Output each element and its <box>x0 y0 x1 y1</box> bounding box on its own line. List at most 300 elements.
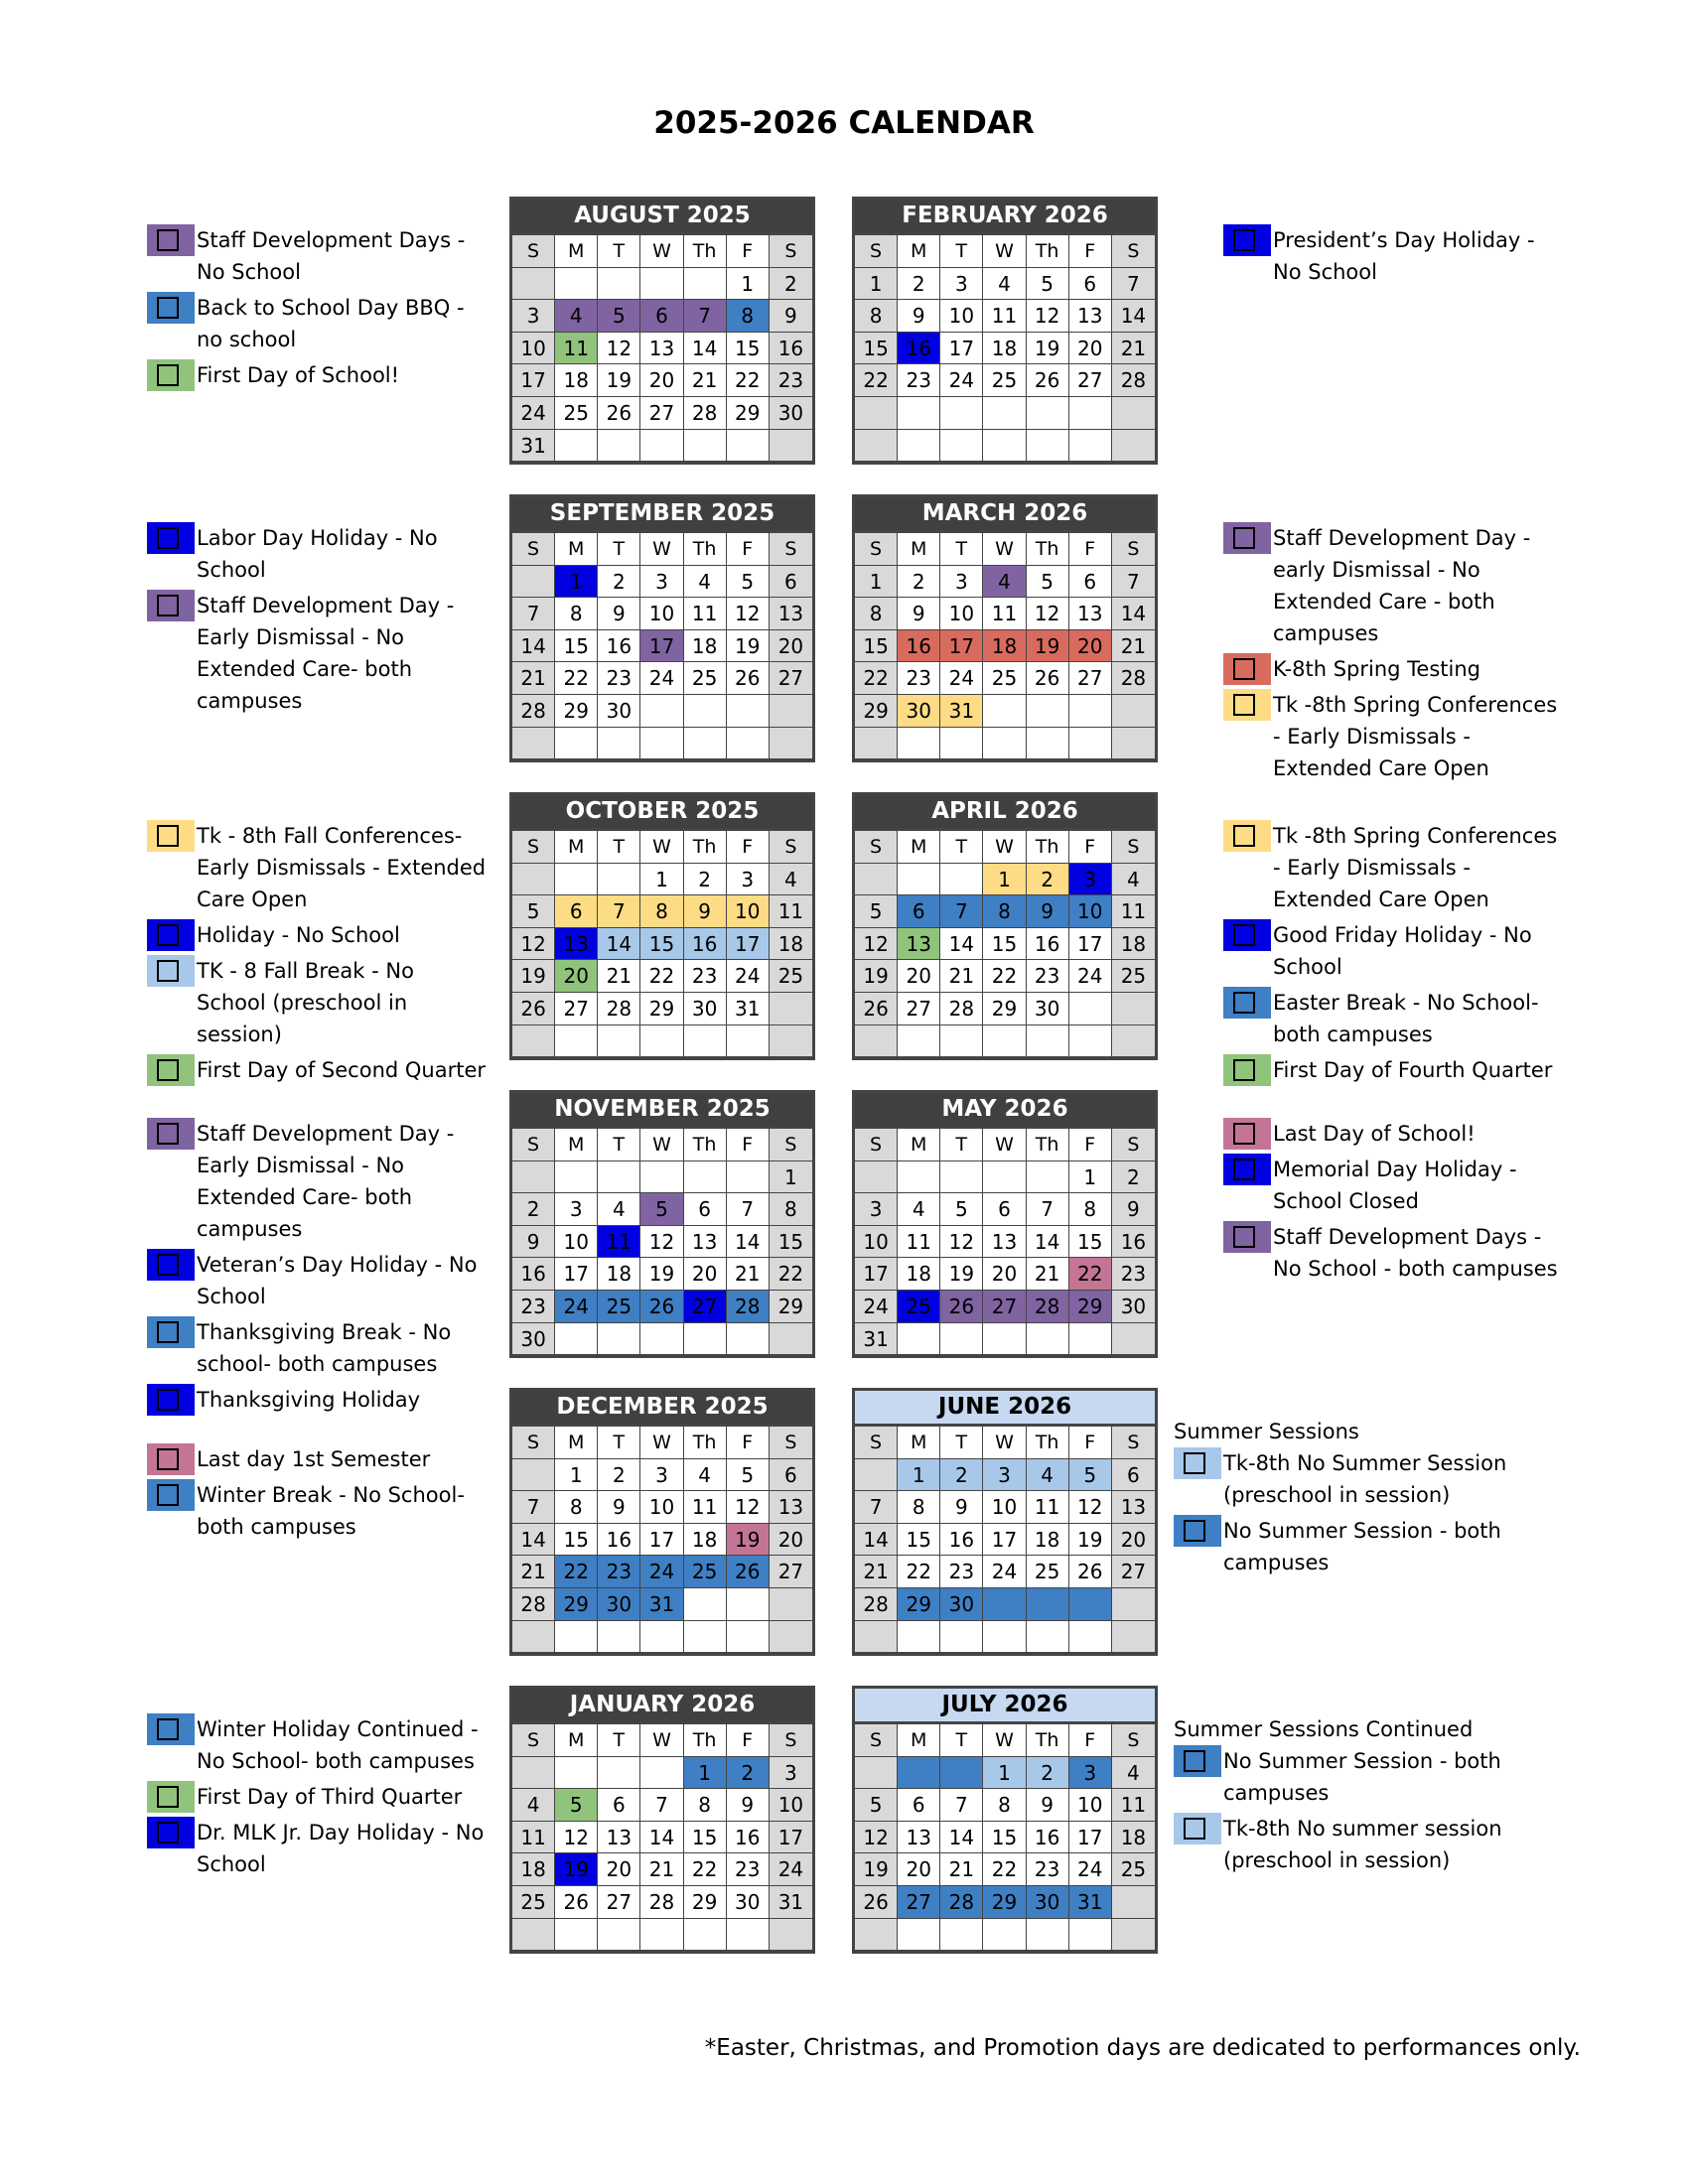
day-cell <box>898 1025 940 1058</box>
weekday-header: M <box>555 533 598 566</box>
day-cell <box>1112 430 1155 463</box>
day-cell: 6 <box>1069 566 1112 599</box>
day-cell: 1 <box>727 268 770 301</box>
day-cell <box>898 397 940 430</box>
legend-item <box>147 1054 490 1086</box>
day-cell: 14 <box>1112 598 1155 630</box>
legend-item <box>147 1781 490 1813</box>
legend-item <box>1223 653 1566 685</box>
day-cell: 20 <box>555 960 598 993</box>
day-cell: 13 <box>898 1822 940 1854</box>
day-cell: 28 <box>1112 364 1155 397</box>
legend-april <box>1223 820 1566 1090</box>
day-cell <box>598 864 640 896</box>
day-cell: 12 <box>1027 300 1069 333</box>
day-cell: 13 <box>983 1226 1026 1259</box>
day-cell: 5 <box>640 1193 683 1226</box>
day-cell: 22 <box>555 1556 598 1588</box>
day-cell <box>512 1025 555 1058</box>
day-cell <box>770 993 812 1025</box>
day-cell: 4 <box>1112 864 1155 896</box>
day-cell: 7 <box>1112 566 1155 599</box>
day-cell: 11 <box>1027 1491 1069 1524</box>
legend-label: Tk -8th Spring Conferences - Early Dismissals - Extended Care Open <box>1273 824 1558 911</box>
day-cell: 1 <box>898 1459 940 1492</box>
day-cell: 31 <box>855 1323 898 1356</box>
day-cell: 25 <box>1027 1556 1069 1588</box>
day-cell: 14 <box>640 1822 683 1854</box>
day-cell <box>598 1621 640 1654</box>
day-cell: 26 <box>855 1886 898 1919</box>
day-cell: 4 <box>555 300 598 333</box>
day-cell: 24 <box>555 1291 598 1323</box>
day-cell: 5 <box>1027 566 1069 599</box>
day-cell: 15 <box>684 1822 727 1854</box>
day-cell: 16 <box>727 1822 770 1854</box>
day-cell <box>598 728 640 760</box>
legend-item <box>147 1479 490 1543</box>
day-cell: 29 <box>770 1291 812 1323</box>
day-cell <box>898 1757 940 1790</box>
day-cell: 25 <box>1112 960 1155 993</box>
day-cell: 24 <box>770 1853 812 1886</box>
day-cell: 2 <box>1112 1161 1155 1194</box>
legend-label: Tk-8th No summer session (preschool in session) <box>1223 1817 1502 1872</box>
day-cell: 21 <box>512 1556 555 1588</box>
day-cell <box>512 864 555 896</box>
day-cell: 23 <box>598 662 640 695</box>
day-cell <box>640 268 683 301</box>
day-cell: 7 <box>640 1789 683 1822</box>
day-cell <box>640 695 683 728</box>
day-cell: 6 <box>770 1459 812 1492</box>
day-cell: 19 <box>1027 630 1069 663</box>
day-cell: 1 <box>983 1757 1026 1790</box>
day-cell: 14 <box>1027 1226 1069 1259</box>
day-cell: 3 <box>983 1459 1026 1492</box>
weekday-header: S <box>512 1724 555 1757</box>
legend-item <box>1223 987 1566 1050</box>
weekday-header: Th <box>1027 1427 1069 1459</box>
day-cell: 19 <box>1069 1524 1112 1557</box>
weekday-header: S <box>855 1129 898 1161</box>
day-cell: 20 <box>640 364 683 397</box>
day-cell <box>684 1161 727 1194</box>
day-cell: 12 <box>555 1822 598 1854</box>
calendar-april-2026 <box>852 792 1158 1060</box>
color-swatch-icon <box>1223 1154 1271 1185</box>
day-cell: 21 <box>855 1556 898 1588</box>
day-cell <box>1112 397 1155 430</box>
day-cell: 14 <box>512 1524 555 1557</box>
day-cell: 10 <box>512 333 555 365</box>
day-cell: 25 <box>555 397 598 430</box>
day-cell <box>983 695 1026 728</box>
day-cell: 30 <box>1027 1886 1069 1919</box>
day-cell: 9 <box>1027 895 1069 928</box>
day-cell <box>1069 1588 1112 1621</box>
day-cell: 1 <box>684 1757 727 1790</box>
weekday-header: S <box>770 1724 812 1757</box>
legend-label: Tk - 8th Fall Conferences- Early Dismissals - Extended Care Open <box>197 824 487 911</box>
day-cell: 29 <box>555 695 598 728</box>
color-swatch-icon <box>1223 522 1271 554</box>
color-swatch-icon <box>1223 224 1271 256</box>
legend-item <box>1223 1118 1566 1150</box>
day-cell <box>512 728 555 760</box>
day-cell: 23 <box>1027 960 1069 993</box>
day-cell: 27 <box>1069 662 1112 695</box>
day-cell: 30 <box>727 1886 770 1919</box>
weekday-header: T <box>598 533 640 566</box>
day-cell: 18 <box>1112 1822 1155 1854</box>
day-cell: 30 <box>598 1588 640 1621</box>
color-swatch-icon <box>1174 1515 1221 1547</box>
color-swatch-icon <box>147 1781 195 1813</box>
day-cell: 1 <box>555 566 598 599</box>
weekday-header: Th <box>684 1427 727 1459</box>
day-cell: 27 <box>898 993 940 1025</box>
day-cell: 3 <box>555 1193 598 1226</box>
day-cell: 20 <box>898 1853 940 1886</box>
day-cell: 3 <box>727 864 770 896</box>
day-cell: 13 <box>770 598 812 630</box>
color-swatch-icon <box>1223 1221 1271 1253</box>
legend-january <box>147 1713 490 1884</box>
day-cell: 16 <box>684 928 727 961</box>
day-cell <box>855 430 898 463</box>
weekday-header: W <box>983 831 1026 864</box>
day-cell: 21 <box>1027 1258 1069 1291</box>
weekday-header: F <box>727 235 770 268</box>
day-cell: 1 <box>640 864 683 896</box>
day-cell: 12 <box>512 928 555 961</box>
day-cell <box>983 1025 1026 1058</box>
day-cell: 2 <box>1027 1757 1069 1790</box>
legend-label: First Day of Second Quarter <box>197 1058 487 1082</box>
day-cell: 4 <box>1112 1757 1155 1790</box>
day-cell: 16 <box>512 1258 555 1291</box>
legend-july <box>1174 1713 1516 1880</box>
weekday-header: T <box>940 1129 983 1161</box>
day-cell <box>727 1588 770 1621</box>
day-cell: 15 <box>770 1226 812 1259</box>
day-cell <box>684 268 727 301</box>
day-cell: 26 <box>727 1556 770 1588</box>
day-cell: 4 <box>598 1193 640 1226</box>
day-cell <box>555 430 598 463</box>
day-cell: 6 <box>898 1789 940 1822</box>
day-cell: 30 <box>684 993 727 1025</box>
day-cell: 2 <box>598 566 640 599</box>
day-cell: 19 <box>1027 333 1069 365</box>
day-cell: 1 <box>1069 1161 1112 1194</box>
day-cell: 18 <box>1112 928 1155 961</box>
day-cell: 17 <box>640 630 683 663</box>
day-cell <box>1112 993 1155 1025</box>
day-cell: 8 <box>727 300 770 333</box>
day-cell: 27 <box>1112 1556 1155 1588</box>
weekday-header: F <box>727 533 770 566</box>
weekday-header: S <box>855 1724 898 1757</box>
day-cell: 27 <box>770 1556 812 1588</box>
day-cell: 18 <box>684 1524 727 1557</box>
day-cell <box>898 728 940 760</box>
day-cell <box>855 1919 898 1952</box>
day-cell: 25 <box>684 662 727 695</box>
day-cell: 6 <box>684 1193 727 1226</box>
day-cell: 23 <box>684 960 727 993</box>
day-cell: 28 <box>855 1588 898 1621</box>
legend-label: No Summer Session - both campuses <box>1223 1749 1501 1805</box>
day-cell <box>898 864 940 896</box>
weekday-header: W <box>983 533 1026 566</box>
legend-item <box>1174 1447 1516 1511</box>
day-cell: 26 <box>727 662 770 695</box>
day-cell: 27 <box>770 662 812 695</box>
legend-december <box>147 1443 490 1547</box>
day-cell: 19 <box>727 630 770 663</box>
day-cell: 15 <box>855 333 898 365</box>
day-cell: 6 <box>898 895 940 928</box>
day-cell: 7 <box>512 1491 555 1524</box>
day-cell: 24 <box>640 662 683 695</box>
day-cell: 20 <box>598 1853 640 1886</box>
weekday-header: F <box>1069 533 1112 566</box>
legend-item <box>147 1817 490 1880</box>
weekday-header: T <box>940 533 983 566</box>
day-cell: 11 <box>684 598 727 630</box>
day-cell: 2 <box>684 864 727 896</box>
day-cell: 8 <box>1069 1193 1112 1226</box>
color-swatch-icon <box>147 1249 195 1281</box>
day-cell: 18 <box>898 1258 940 1291</box>
day-cell <box>640 1161 683 1194</box>
day-cell: 29 <box>1069 1291 1112 1323</box>
day-cell: 22 <box>684 1853 727 1886</box>
color-swatch-icon <box>1223 987 1271 1019</box>
legend-label: Tk -8th Spring Conferences - Early Dismissals - Extended Care Open <box>1273 693 1558 780</box>
legend-item <box>147 820 490 915</box>
day-cell <box>555 268 598 301</box>
day-cell: 11 <box>983 598 1026 630</box>
legend-heading: Summer Sessions Continued <box>1174 1717 1474 1741</box>
day-cell <box>598 1757 640 1790</box>
month-header: DECEMBER 2025 <box>512 1391 812 1427</box>
day-cell: 18 <box>684 630 727 663</box>
day-cell <box>727 1621 770 1654</box>
weekday-header: S <box>1112 235 1155 268</box>
day-cell: 4 <box>983 566 1026 599</box>
day-cell <box>983 1919 1026 1952</box>
legend-label: Staff Development Day - Early Dismissal - No Extended Care- both campuses <box>197 594 455 713</box>
day-cell <box>512 1757 555 1790</box>
calendar-june-2026 <box>852 1388 1158 1656</box>
day-cell: 26 <box>640 1291 683 1323</box>
day-cell: 13 <box>684 1226 727 1259</box>
legend-item <box>147 1443 490 1475</box>
weekday-header: W <box>640 1129 683 1161</box>
day-cell: 27 <box>684 1291 727 1323</box>
day-cell <box>1069 397 1112 430</box>
day-cell: 22 <box>855 364 898 397</box>
day-cell: 11 <box>555 333 598 365</box>
day-cell: 4 <box>512 1789 555 1822</box>
legend-item <box>147 359 490 391</box>
day-cell <box>855 1459 898 1492</box>
day-cell: 15 <box>640 928 683 961</box>
day-cell: 4 <box>684 1459 727 1492</box>
month-header: SEPTEMBER 2025 <box>512 497 812 533</box>
day-cell: 1 <box>770 1161 812 1194</box>
legend-label: Winter Break - No School- both campuses <box>197 1483 465 1539</box>
day-cell: 11 <box>1112 1789 1155 1822</box>
legend-item <box>147 1249 490 1312</box>
day-cell <box>770 695 812 728</box>
day-cell: 15 <box>983 1822 1026 1854</box>
legend-item <box>147 1384 490 1416</box>
day-cell: 23 <box>598 1556 640 1588</box>
day-cell: 21 <box>1112 333 1155 365</box>
legend-item <box>1223 224 1566 288</box>
day-cell <box>598 1323 640 1356</box>
day-cell: 5 <box>1069 1459 1112 1492</box>
day-cell: 20 <box>898 960 940 993</box>
weekday-header: W <box>640 1724 683 1757</box>
day-cell: 21 <box>940 960 983 993</box>
weekday-header: S <box>1112 1724 1155 1757</box>
weekday-header: T <box>940 831 983 864</box>
day-cell: 18 <box>1027 1524 1069 1557</box>
day-cell <box>1027 1919 1069 1952</box>
day-cell: 5 <box>855 1789 898 1822</box>
day-cell: 23 <box>898 662 940 695</box>
weekday-header: S <box>1112 831 1155 864</box>
day-cell: 8 <box>983 895 1026 928</box>
legend-label: Holiday - No School <box>197 923 400 947</box>
weekday-header: T <box>598 235 640 268</box>
day-cell <box>983 1588 1026 1621</box>
day-cell: 5 <box>727 1459 770 1492</box>
day-cell <box>598 268 640 301</box>
day-cell: 28 <box>640 1886 683 1919</box>
day-cell: 17 <box>727 928 770 961</box>
day-cell <box>555 1919 598 1952</box>
day-cell: 18 <box>983 630 1026 663</box>
day-cell: 28 <box>512 695 555 728</box>
day-cell <box>640 430 683 463</box>
day-cell <box>1112 695 1155 728</box>
color-swatch-icon <box>147 359 195 391</box>
day-cell: 17 <box>770 1822 812 1854</box>
day-cell: 29 <box>727 397 770 430</box>
day-cell: 19 <box>940 1258 983 1291</box>
day-cell: 2 <box>898 566 940 599</box>
day-cell: 28 <box>940 993 983 1025</box>
day-cell: 7 <box>1112 268 1155 301</box>
day-cell: 8 <box>555 1491 598 1524</box>
day-cell: 7 <box>727 1193 770 1226</box>
day-cell: 8 <box>898 1491 940 1524</box>
weekday-header: M <box>555 1427 598 1459</box>
day-cell: 19 <box>727 1524 770 1557</box>
day-cell: 17 <box>640 1524 683 1557</box>
weekday-header: F <box>1069 1427 1112 1459</box>
legend-label: No Summer Session - both campuses <box>1223 1519 1501 1574</box>
day-cell <box>555 1757 598 1790</box>
color-swatch-icon <box>1223 1054 1271 1086</box>
legend-label: Veteran’s Day Holiday - No School <box>197 1253 478 1308</box>
day-cell: 12 <box>940 1226 983 1259</box>
legend-item <box>147 1118 490 1245</box>
day-cell <box>727 1919 770 1952</box>
day-cell: 26 <box>1027 662 1069 695</box>
day-cell: 9 <box>898 300 940 333</box>
calendar-july-2026 <box>852 1686 1158 1954</box>
day-cell <box>940 1161 983 1194</box>
day-cell: 20 <box>684 1258 727 1291</box>
day-cell: 4 <box>684 566 727 599</box>
day-cell <box>727 695 770 728</box>
day-cell <box>855 1621 898 1654</box>
day-cell: 19 <box>512 960 555 993</box>
day-cell: 15 <box>1069 1226 1112 1259</box>
calendar-september-2025 <box>509 494 815 762</box>
day-cell: 17 <box>940 333 983 365</box>
day-cell <box>640 728 683 760</box>
day-cell: 22 <box>1069 1258 1112 1291</box>
day-cell: 17 <box>512 364 555 397</box>
day-cell: 25 <box>598 1291 640 1323</box>
legend-item <box>147 224 490 288</box>
day-cell: 13 <box>1069 598 1112 630</box>
legend-label: Staff Development Day - early Dismissal - No Extended Care - both campuses <box>1273 526 1531 645</box>
weekday-header: S <box>1112 1427 1155 1459</box>
color-swatch-icon <box>1223 653 1271 685</box>
month-header: JUNE 2026 <box>855 1391 1155 1427</box>
weekday-header: W <box>983 1427 1026 1459</box>
day-cell: 14 <box>727 1226 770 1259</box>
day-cell: 11 <box>512 1822 555 1854</box>
day-cell: 14 <box>940 1822 983 1854</box>
legend-item <box>1223 1054 1566 1086</box>
day-cell: 20 <box>1069 630 1112 663</box>
weekday-header: S <box>770 235 812 268</box>
day-cell <box>940 397 983 430</box>
weekday-header: M <box>898 1129 940 1161</box>
day-cell: 10 <box>940 300 983 333</box>
day-cell: 24 <box>1069 960 1112 993</box>
color-swatch-icon <box>147 224 195 256</box>
day-cell <box>1069 695 1112 728</box>
day-cell: 25 <box>770 960 812 993</box>
weekday-header: F <box>1069 235 1112 268</box>
weekday-header: T <box>940 1427 983 1459</box>
day-cell: 30 <box>1027 993 1069 1025</box>
day-cell <box>727 1025 770 1058</box>
day-cell <box>727 1161 770 1194</box>
day-cell: 10 <box>727 895 770 928</box>
day-cell <box>555 728 598 760</box>
day-cell: 6 <box>640 300 683 333</box>
day-cell <box>1027 695 1069 728</box>
day-cell: 27 <box>1069 364 1112 397</box>
day-cell: 25 <box>898 1291 940 1323</box>
calendar-december-2025 <box>509 1388 815 1656</box>
day-cell <box>1069 728 1112 760</box>
day-cell: 16 <box>770 333 812 365</box>
day-cell <box>940 430 983 463</box>
